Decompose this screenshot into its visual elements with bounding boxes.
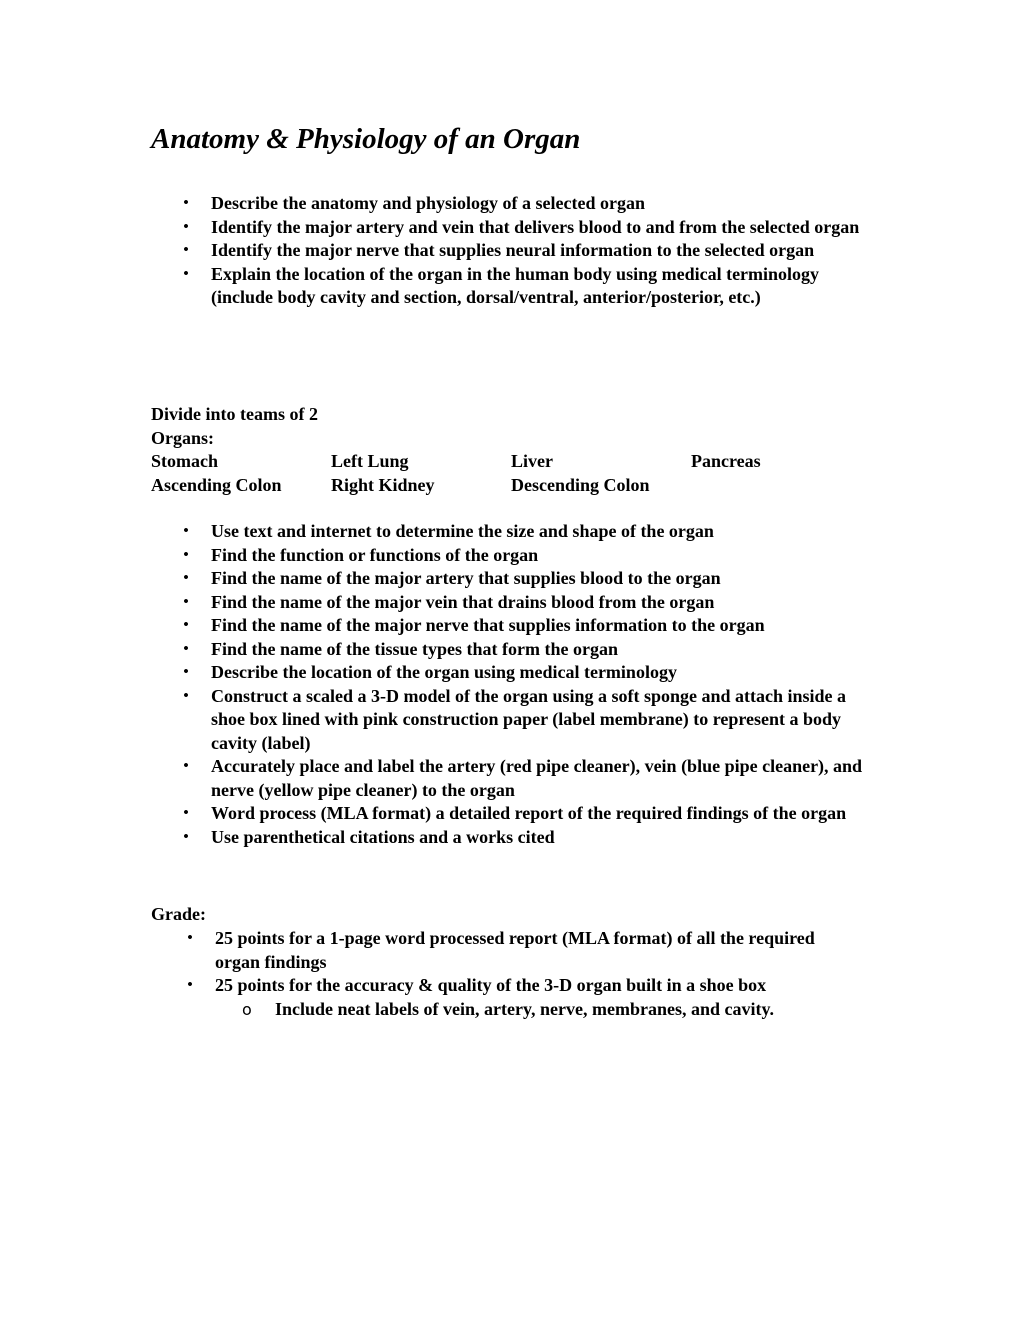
list-item	[151, 614, 871, 638]
bullet-icon: •	[183, 687, 189, 704]
table-row	[151, 450, 761, 474]
list-item	[151, 685, 871, 756]
list-item	[151, 216, 871, 240]
list-item-text: Find the name of the major vein that drains blood from the organ	[211, 591, 715, 612]
list-item-text: Describe the location of the organ using medical terminology	[211, 662, 677, 682]
organs-label: Organs:	[151, 428, 214, 448]
list-item	[151, 192, 871, 216]
organ-cell: Left Lung	[331, 451, 409, 471]
list-item-text: Use text and internet to determine the size and shape of the organ	[211, 521, 714, 541]
bullet-icon: •	[183, 593, 189, 610]
grade-sub-list	[215, 998, 855, 1022]
bullet-icon: •	[183, 828, 189, 845]
organ-cell	[691, 474, 761, 498]
list-item	[151, 567, 871, 591]
bullet-icon: •	[187, 977, 193, 993]
list-item	[155, 974, 855, 1021]
teams-line: Divide into teams of 2	[151, 404, 318, 424]
list-item-text: Find the name of the tissue types that form the organ	[211, 638, 618, 659]
organ-cell: Right Kidney	[331, 474, 435, 495]
list-item-text: Include neat labels of vein, artery, nerve, membranes, and cavity.	[275, 998, 774, 1019]
bullet-icon: •	[183, 664, 189, 680]
list-item-text: Construct a scaled a 3-D model of the organ using a soft sponge and attach inside a shoe box lined with pink construction paper (label membrane) to represent a body cavity (label)	[211, 685, 847, 753]
list-item	[151, 239, 871, 263]
list-item-text: 25 points for a 1-page word processed report (MLA format) of all the required organ findings	[215, 928, 815, 972]
organ-cell: Ascending Colon	[151, 474, 282, 495]
table-row	[151, 474, 761, 498]
objectives-list	[151, 192, 871, 310]
organs-table	[151, 450, 761, 497]
list-item	[151, 544, 871, 568]
list-item	[151, 638, 871, 662]
bullet-icon: •	[183, 617, 189, 633]
list-item-text: Explain the location of the organ in the human body using medical terminology (include body cavity and section, dorsal/ventral, anterior/posterior, etc.)	[211, 263, 820, 307]
bullet-icon: •	[183, 523, 189, 539]
bullet-icon: •	[183, 805, 189, 821]
list-item	[155, 927, 855, 974]
list-item-text: Find the name of the major nerve that supplies information to the organ	[211, 615, 765, 635]
list-item-text: Find the function or functions of the organ	[211, 544, 539, 565]
list-item-text: Describe the anatomy and physiology of a selected organ	[211, 193, 645, 213]
list-item	[151, 591, 871, 615]
list-item-text: Identify the major artery and vein that delivers blood to and from the selected organ	[211, 216, 860, 237]
list-item	[151, 661, 871, 685]
bullet-icon: •	[183, 265, 189, 282]
bullet-icon: •	[183, 195, 189, 211]
list-item	[215, 998, 855, 1022]
bullet-icon: •	[183, 218, 189, 235]
organ-cell: Stomach	[151, 451, 218, 471]
bullet-icon: •	[183, 546, 189, 563]
list-item	[151, 520, 871, 544]
bullet-icon: •	[183, 242, 189, 258]
list-item-text: Accurately place and label the artery (red pipe cleaner), vein (blue pipe cleaner), and nerve (yellow pipe cleaner) to the organ	[211, 756, 863, 800]
tasks-list	[151, 520, 871, 849]
list-item-text: Find the name of the major artery that supplies blood to the organ	[211, 568, 721, 588]
list-item-text: Use parenthetical citations and a works cited	[211, 826, 555, 847]
list-item	[151, 826, 871, 850]
list-item-text: Identify the major nerve that supplies neural information to the selected organ	[211, 240, 815, 260]
bullet-icon: •	[183, 570, 189, 586]
list-item-text: 25 points for the accuracy & quality of the 3-D organ built in a shoe box	[215, 975, 767, 995]
list-item	[151, 755, 871, 802]
bullet-icon: •	[183, 758, 189, 774]
list-item	[151, 802, 871, 826]
grade-list	[155, 927, 855, 1021]
grade-label: Grade:	[151, 904, 206, 924]
circle-bullet-icon: o	[242, 999, 252, 1019]
bullet-icon: •	[183, 640, 189, 657]
list-item-text: Word process (MLA format) a detailed report of the required findings of the organ	[211, 803, 847, 823]
organ-cell: Descending Colon	[511, 474, 650, 495]
organ-cell: Liver	[511, 451, 553, 471]
organ-cell: Pancreas	[691, 451, 761, 471]
page-title: Anatomy & Physiology of an Organ	[151, 123, 581, 155]
list-item	[151, 263, 871, 310]
bullet-icon: •	[187, 930, 193, 946]
